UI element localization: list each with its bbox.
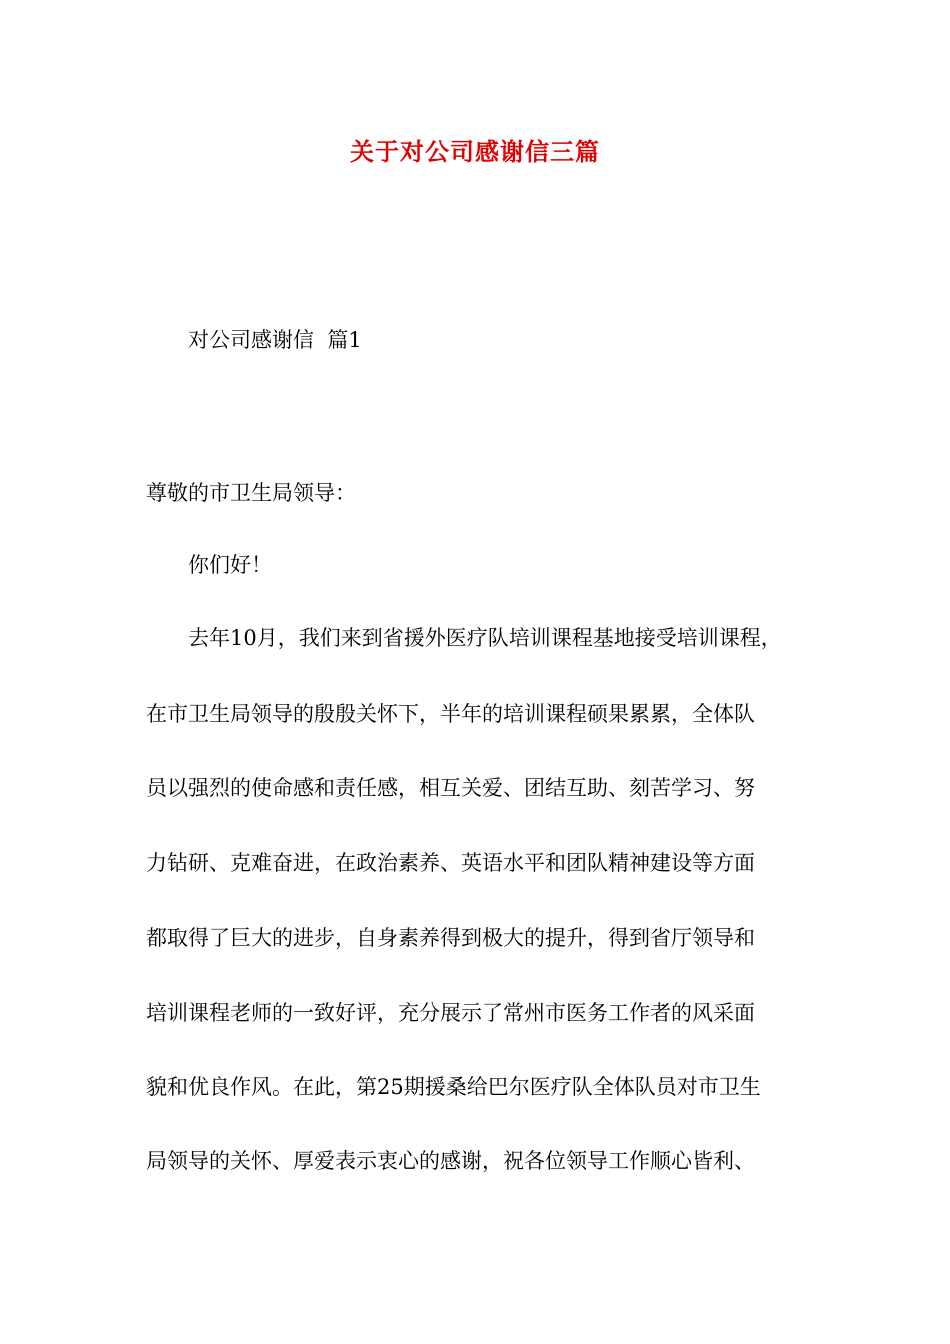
body-line-5: 都取得了巨大的进步，自身素养得到极大的提升，得到省厅领导和 [146, 926, 755, 950]
body-line-3: 员以强烈的使命感和责任感，相互关爱、团结互助、刻苦学习、努 [146, 776, 755, 800]
body-line-1: 去年10月，我们来到省援外医疗队培训课程基地接受培训课程， [188, 626, 782, 650]
greeting: 你们好！ [188, 553, 272, 577]
salutation: 尊敬的市卫生局领导： [146, 481, 356, 505]
document-title: 关于对公司感谢信三篇 [350, 137, 600, 166]
body-line-4: 力钻研、克难奋进，在政治素养、英语水平和团队精神建设等方面 [146, 851, 755, 875]
section-heading: 对公司感谢信 篇1 [188, 328, 362, 352]
body-line-6: 培训课程老师的一致好评，充分展示了常州市医务工作者的风采面 [146, 1001, 755, 1025]
body-line-8: 局领导的关怀、厚爱表示衷心的感谢，祝各位领导工作顺心皆利、 [146, 1149, 755, 1173]
body-line-7: 貌和优良作风。在此，第25期援桑给巴尔医疗队全体队员对市卫生 [146, 1075, 761, 1099]
body-line-2: 在市卫生局领导的殷殷关怀下，半年的培训课程硕果累累，全体队 [146, 702, 755, 726]
